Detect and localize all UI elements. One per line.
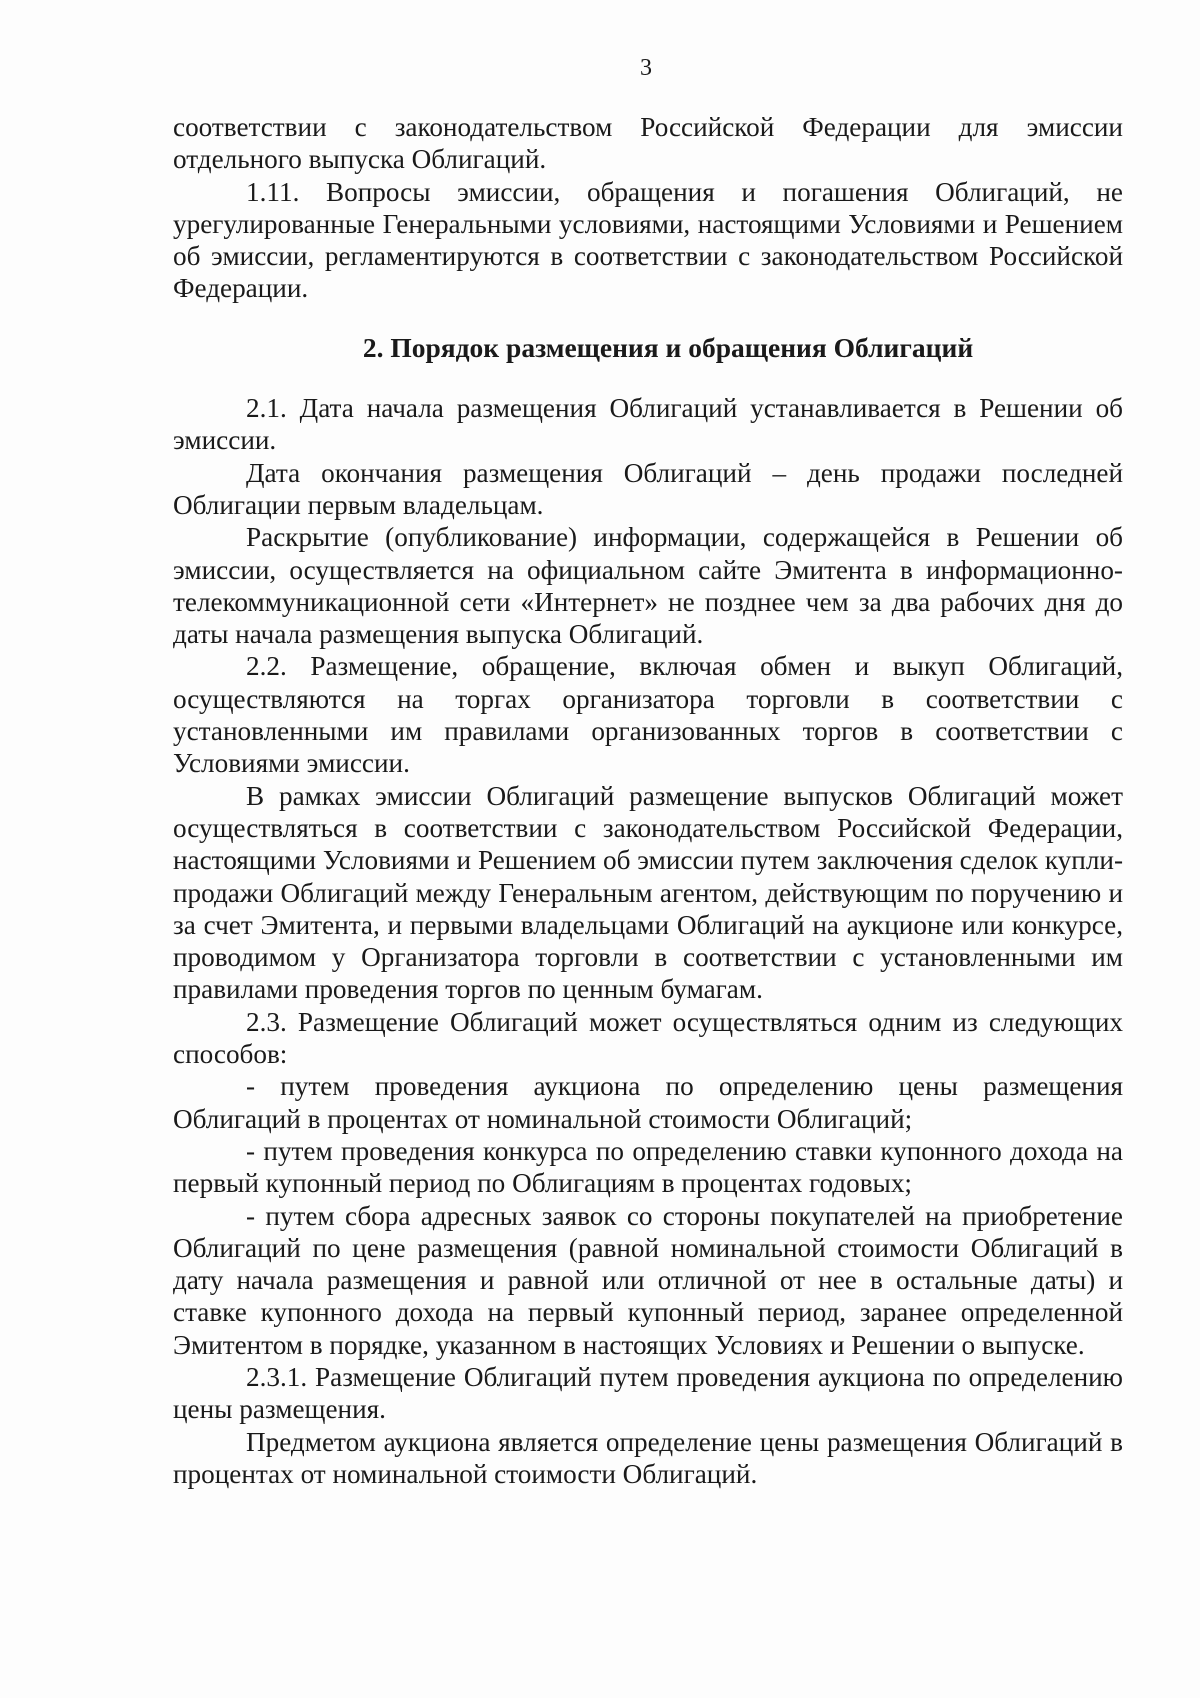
paragraph-2-3-1: 2.3.1. Размещение Облигаций путем проведения аукциона по определению цены размещения.	[173, 1361, 1123, 1425]
paragraph-method-contest: - путем проведения конкурса по определению ставки купонного дохода на первый купонный период по Облигациям в процентах годовых;	[173, 1135, 1123, 1199]
paragraph-end-date: Дата окончания размещения Облигаций – день продажи последней Облигации первым владельцам.	[173, 457, 1123, 520]
paragraph-method-auction: - путем проведения аукциона по определению цены размещения Облигаций в процентах от номинальной стоимости Облигаций;	[173, 1071, 1123, 1134]
paragraph-1-11: 1.11. Вопросы эмиссии, обращения и погашения Облигаций, не урегулированные Генеральными условиями, настоящими Условиями и Решением об эмиссии, регламентируются в соответствии с законодательством Российской Федерации.	[173, 176, 1123, 304]
paragraph-2-1: 2.1. Дата начала размещения Облигаций устанавливается в Решении об эмиссии.	[173, 393, 1123, 456]
paragraph-2-3: 2.3. Размещение Облигаций может осуществляться одним из следующих способов:	[173, 1006, 1123, 1070]
paragraph-continuation: соответствии с законодательством Российской Федерации для эмиссии отдельного выпуска Облигаций.	[173, 112, 1123, 175]
paragraph-2-2: 2.2. Размещение, обращение, включая обмен и выкуп Облигаций, осуществляются на торгах организатора торговли в соответствии с установленными им правилами организованных торгов в соответствии с Условиями эмиссии.	[173, 651, 1123, 779]
paragraph-framework: В рамках эмиссии Облигаций размещение выпусков Облигаций может осуществляться в соответствии с законодательством Российской Федерации, настоящими Условиями и Решением об эмиссии путем заключения сделок купли-продажи Облигаций между Генеральным агентом, действующим по поручению и за счет Эмитента, и первыми владельцами Облигаций на аукционе или конкурсе, проводимом у Организатора торговли в соответствии с установленными им правилами проведения торгов по ценным бумагам.	[173, 780, 1123, 1005]
page-number: 3	[640, 55, 652, 81]
paragraph-subject: Предметом аукциона является определение цены размещения Облигаций в процентах от номинальной стоимости Облигаций.	[173, 1426, 1123, 1489]
paragraph-disclosure: Раскрытие (опубликование) информации, содержащейся в Решении об эмиссии, осуществляется на официальном сайте Эмитента в информационно-телекоммуникационной сети «Интернет» не позднее чем за два рабочих дня до даты начала размещения выпуска Облигаций.	[173, 522, 1123, 650]
section-title: 2. Порядок размещения и обращения Облигаций	[362, 331, 974, 363]
paragraph-method-book: - путем сбора адресных заявок со стороны покупателей на приобретение Облигаций по цене размещения (равной номинальной стоимости Облигаций в дату начала размещения и равной или отличной от нее в остальные даты) и ставке купонного дохода на первый купонный период, заранее определенной Эмитентом в порядке, указанном в настоящих Условиях и Решении о выпуске.	[173, 1200, 1123, 1360]
document-body	[173, 111, 1123, 1490]
